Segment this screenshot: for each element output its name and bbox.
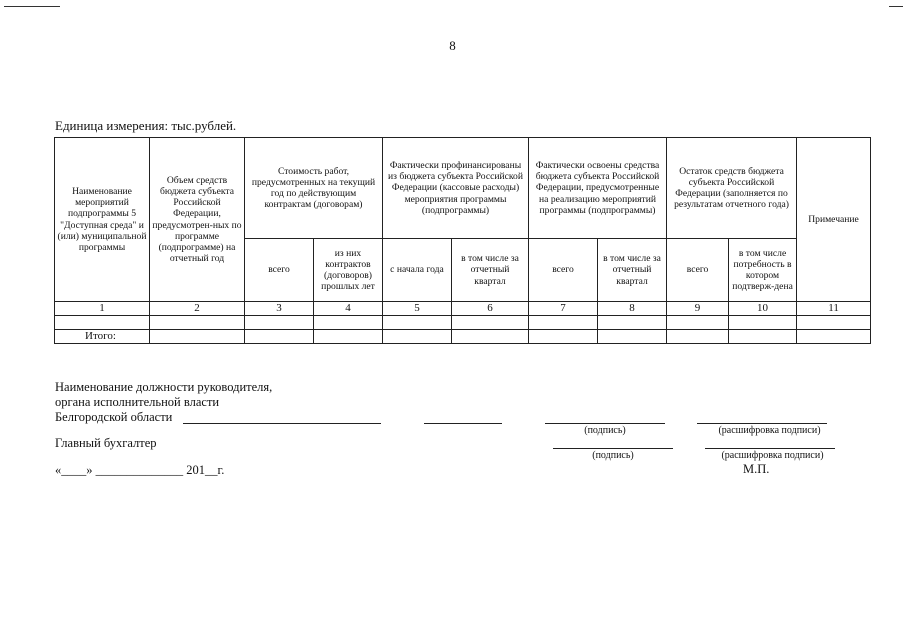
- signature-caption-head: (подпись): [584, 425, 626, 436]
- data-cell: [797, 316, 871, 330]
- data-cell: [452, 316, 529, 330]
- column-number: 9: [667, 302, 729, 316]
- data-cell: [314, 316, 383, 330]
- data-cell: [383, 316, 452, 330]
- column-number: 8: [598, 302, 667, 316]
- chief-accountant-label: Главный бухгалтер: [55, 436, 157, 450]
- data-cell: [729, 316, 797, 330]
- data-cell: [598, 316, 667, 330]
- stamp-placeholder: М.П.: [743, 462, 770, 476]
- data-row-empty: [55, 316, 871, 330]
- header-financed: Фактически профинансированы из бюджета субъекта Российской Федерации (кассовые расходы) мероприятия программы (подпрограммы): [383, 138, 529, 239]
- header-event-name: Наименование мероприятий подпрограммы 5 "Доступная среда" и (или) муниципальной программы: [55, 138, 150, 302]
- header-row-main: [55, 138, 871, 239]
- header-spent: Фактически освоены средства бюджета субъекта Российской Федерации, предусмотренные на реализацию мероприятий программы (подпрограммы): [529, 138, 667, 239]
- header-spent-quarter: в том числе за отчетный квартал: [598, 239, 667, 302]
- header-spent-total: всего: [529, 239, 598, 302]
- data-cell: [667, 316, 729, 330]
- date-line: «____» ______________ 201__г.: [55, 463, 225, 477]
- column-number: 11: [797, 302, 871, 316]
- column-number: 4: [314, 302, 383, 316]
- header-contract-cost: Стоимость работ, предусмотренных на текущий год по действующим контрактам (договорам): [245, 138, 383, 239]
- decode-caption-head: (расшифровка подписи): [718, 425, 821, 436]
- data-cell: [150, 316, 245, 330]
- header-fin-quarter: в том числе за отчетный квартал: [452, 239, 529, 302]
- total-cell: [667, 330, 729, 344]
- data-cell: [529, 316, 598, 330]
- decode-caption-accountant: (расшифровка подписи): [721, 450, 824, 461]
- units-label: Единица измерения: тыс.рублей.: [55, 118, 237, 133]
- head-title-line3: Белгородской области: [55, 410, 173, 424]
- header-note: Примечание: [797, 138, 871, 302]
- total-cell: [797, 330, 871, 344]
- total-cell: [598, 330, 667, 344]
- signature-line-head: [545, 423, 665, 424]
- column-number: 5: [383, 302, 452, 316]
- header-balance: Остаток средств бюджета субъекта Российской Федерации (заполняется по результатам отчетного года): [667, 138, 797, 239]
- report-table: [54, 137, 871, 344]
- blank-line: [424, 423, 502, 424]
- position-line: [183, 423, 381, 424]
- signature-caption-accountant: (подпись): [592, 450, 634, 461]
- total-cell: [729, 330, 797, 344]
- total-cell: [529, 330, 598, 344]
- total-cell: [150, 330, 245, 344]
- column-number: 2: [150, 302, 245, 316]
- header-fin-year: с начала года: [383, 239, 452, 302]
- decode-line-accountant: [705, 448, 835, 449]
- total-cell: [245, 330, 314, 344]
- header-cost-total: всего: [245, 239, 314, 302]
- data-cell: [245, 316, 314, 330]
- column-number: 7: [529, 302, 598, 316]
- header-cost-prior: из них контрактов (договоров) прошлых лет: [314, 239, 383, 302]
- column-number: 3: [245, 302, 314, 316]
- total-cell: [383, 330, 452, 344]
- header-balance-need: в том числе потребность в котором подтверж-дена: [729, 239, 797, 302]
- head-title-line2: органа исполнительной власти: [55, 395, 220, 409]
- top-rule-left: [4, 6, 60, 7]
- total-label: Итого:: [55, 330, 150, 344]
- signature-line-accountant: [553, 448, 673, 449]
- column-number: 6: [452, 302, 529, 316]
- column-number-row: [55, 302, 871, 316]
- column-number: 10: [729, 302, 797, 316]
- header-budget-volume: Объем средств бюджета субъекта Российской Федерации, предусмотрен-ных по программе (подпрограмме) на отчетный год: [150, 138, 245, 302]
- head-title-line1: Наименование должности руководителя,: [55, 380, 273, 394]
- page-number: 8: [449, 38, 456, 53]
- total-row: [55, 330, 871, 344]
- total-cell: [452, 330, 529, 344]
- top-rule-right: [889, 6, 903, 7]
- data-cell: [55, 316, 150, 330]
- total-cell: [314, 330, 383, 344]
- column-number: 1: [55, 302, 150, 316]
- decode-line-head: [697, 423, 827, 424]
- header-balance-total: всего: [667, 239, 729, 302]
